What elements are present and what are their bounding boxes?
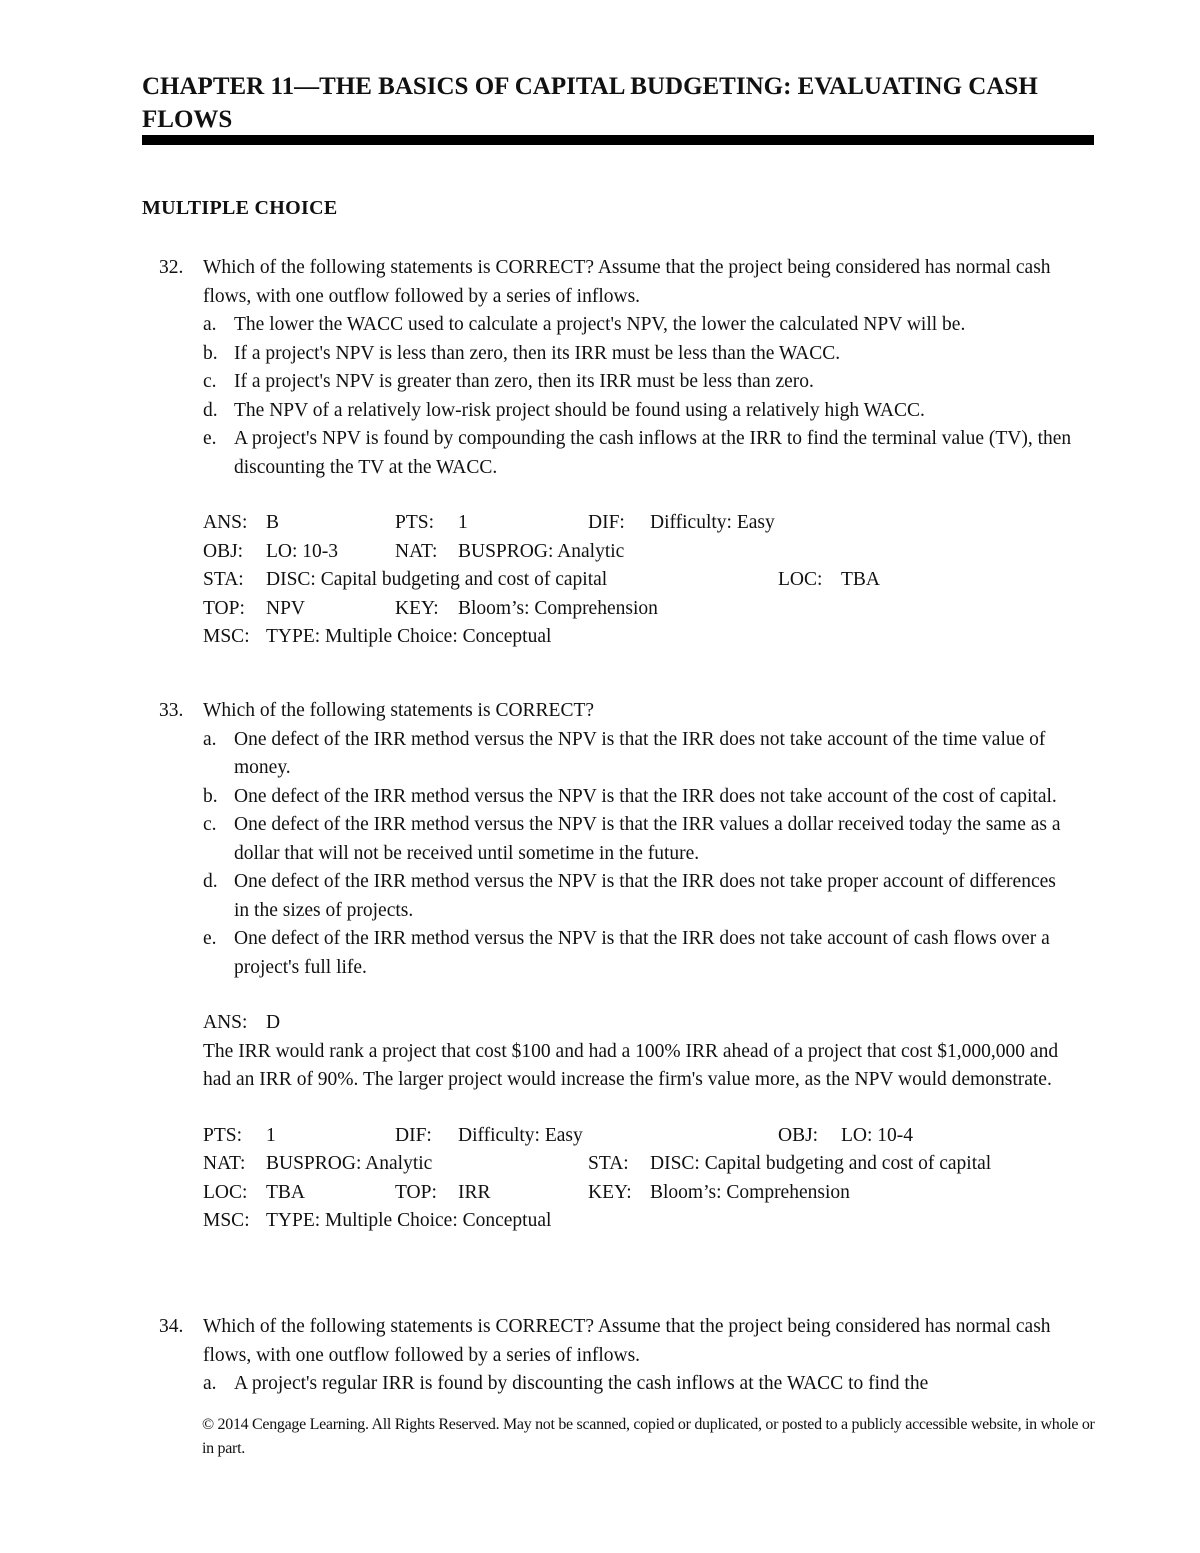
option-d: [142, 397, 1072, 426]
option-a: [142, 726, 1072, 783]
question-text: Which of the following statements is CORRECT? Assume that the project being considered has normal cash flows, with one outflow followed by a series of inflows.: [203, 257, 1051, 307]
option-text: If a project's NPV is greater than zero, then its IRR must be less than zero.: [234, 371, 814, 392]
meta-row: [142, 623, 1072, 652]
answer-options: [142, 311, 1072, 482]
meta-row: [142, 1179, 1072, 1208]
answer-explanation: The IRR would rank a project that cost $100 and had a 100% IRR ahead of a project that cost $1,000,000 and had an IRR of 90%. The larger project would increase the firm's value more, as the NPV would demonstrate.: [203, 1040, 1059, 1090]
pts-label: PTS:: [395, 512, 435, 533]
msc-label: MSC:: [203, 626, 250, 647]
loc-label: LOC:: [778, 569, 823, 590]
option-text: A project's NPV is found by compounding the cash inflows at the IRR to find the terminal value (TV), then discounting the TV at the WACC.: [234, 428, 1072, 478]
ans-value: B: [266, 512, 280, 533]
option-c: [142, 811, 1072, 868]
dif-label: DIF:: [588, 512, 625, 533]
msc-value: TYPE: Multiple Choice: Conceptual: [266, 1210, 552, 1231]
key-label: KEY:: [588, 1181, 632, 1203]
msc-value: TYPE: Multiple Choice: Conceptual: [266, 626, 552, 647]
dif-label: DIF:: [395, 1124, 432, 1146]
option-a: [142, 311, 1072, 340]
question-text: Which of the following statements is CORRECT?: [203, 700, 595, 721]
question-stem: [142, 254, 1072, 311]
option-letter: d.: [203, 871, 218, 892]
option-text: One defect of the IRR method versus the NPV is that the IRR does not take account of the cost of capital.: [234, 785, 1057, 807]
obj-label: OBJ:: [778, 1124, 819, 1146]
answer-metadata: [142, 509, 1072, 652]
meta-row: [142, 509, 1072, 538]
option-letter: e.: [203, 428, 217, 449]
msc-label: MSC:: [203, 1210, 250, 1231]
answer-options: [142, 1370, 1072, 1399]
key-label: KEY:: [395, 597, 439, 619]
option-b: [142, 783, 1072, 812]
top-value: IRR: [458, 1181, 491, 1203]
option-letter: b.: [203, 342, 218, 364]
meta-row: [142, 566, 1072, 595]
option-letter: a.: [203, 1373, 217, 1394]
key-value: Bloom’s: Comprehension: [650, 1181, 850, 1203]
pts-label: PTS:: [203, 1124, 243, 1146]
nat-value: BUSPROG: Analytic: [266, 1153, 433, 1174]
copyright-footer: © 2014 Cengage Learning. All Rights Reserved. May not be scanned, copied or duplicated, or posted to a publicly accessible website, in whole or in part.: [202, 1416, 1095, 1457]
question-32: [142, 254, 1072, 652]
question-34: [142, 1313, 1072, 1399]
meta-row: [142, 595, 1072, 624]
key-value: Bloom’s: Comprehension: [458, 597, 658, 619]
question-number: 32.: [159, 257, 184, 278]
option-letter: e.: [203, 928, 217, 949]
sta-value: DISC: Capital budgeting and cost of capital: [650, 1153, 992, 1174]
nat-value: BUSPROG: Analytic: [458, 540, 625, 562]
question-number: 33.: [159, 700, 184, 721]
loc-label: LOC:: [203, 1181, 248, 1203]
obj-label: OBJ:: [203, 540, 244, 562]
title-rule: [142, 135, 1094, 145]
option-letter: b.: [203, 785, 218, 807]
option-text: One defect of the IRR method versus the NPV is that the IRR values a dollar received today the same as a dollar that will not be received until sometime in the future.: [234, 814, 1061, 864]
option-letter: a.: [203, 728, 217, 750]
loc-value: TBA: [841, 569, 880, 590]
option-letter: d.: [203, 399, 218, 421]
option-letter: c.: [203, 814, 217, 835]
pts-value: 1: [266, 1124, 276, 1146]
option-a: [142, 1370, 1072, 1399]
dif-value: Difficulty: Easy: [650, 512, 775, 533]
top-value: NPV: [266, 597, 306, 619]
option-d: [142, 868, 1072, 925]
question-number: 34.: [159, 1316, 184, 1337]
loc-value: TBA: [266, 1181, 305, 1203]
option-e: [142, 425, 1072, 482]
obj-value: LO: 10-4: [841, 1124, 914, 1146]
option-text: One defect of the IRR method versus the NPV is that the IRR does not take proper account of differences in the sizes of projects.: [234, 871, 1056, 921]
option-letter: a.: [203, 314, 217, 335]
ans-value: D: [266, 1012, 281, 1033]
answer-block: [142, 1009, 1072, 1095]
meta-row: [142, 1207, 1072, 1236]
option-text: A project's regular IRR is found by discounting the cash inflows at the WACC to find the: [234, 1373, 929, 1394]
section-heading: MULTIPLE CHOICE: [142, 197, 338, 219]
question-stem: [142, 697, 1072, 726]
sta-value: DISC: Capital budgeting and cost of capital: [266, 569, 608, 590]
dif-value: Difficulty: Easy: [458, 1124, 583, 1146]
option-e: [142, 925, 1072, 982]
ans-label: ANS:: [203, 1012, 248, 1033]
obj-value: LO: 10-3: [266, 540, 339, 562]
chapter-title: CHAPTER 11—THE BASICS OF CAPITAL BUDGETING: EVALUATING CASH FLOWS: [142, 73, 1038, 133]
top-label: TOP:: [203, 597, 245, 619]
meta-row: [142, 1150, 1072, 1179]
option-letter: c.: [203, 371, 217, 392]
option-c: [142, 368, 1072, 397]
option-text: The lower the WACC used to calculate a project's NPV, the lower the calculated NPV will be.: [234, 314, 966, 335]
top-label: TOP:: [395, 1181, 437, 1203]
answer-metadata: [142, 1122, 1072, 1236]
question-stem: [142, 1313, 1072, 1370]
sta-label: STA:: [203, 569, 244, 590]
meta-row: [142, 1009, 1072, 1038]
nat-label: NAT:: [395, 540, 438, 562]
ans-label: ANS:: [203, 512, 248, 533]
question-text: Which of the following statements is CORRECT? Assume that the project being considered has normal cash flows, with one outflow followed by a series of inflows.: [203, 1316, 1051, 1366]
option-text: One defect of the IRR method versus the NPV is that the IRR does not take account of the time value of money.: [234, 728, 1046, 778]
option-b: [142, 340, 1072, 369]
sta-label: STA:: [588, 1153, 629, 1174]
pts-value: 1: [458, 512, 468, 533]
meta-row: [142, 1122, 1072, 1151]
option-text: The NPV of a relatively low-risk project should be found using a relatively high WACC.: [234, 399, 925, 421]
question-33: [142, 697, 1072, 1236]
option-text: One defect of the IRR method versus the NPV is that the IRR does not take account of cash flows over a project's full life.: [234, 928, 1050, 978]
option-text: If a project's NPV is less than zero, then its IRR must be less than the WACC.: [234, 342, 841, 364]
answer-options: [142, 726, 1072, 983]
nat-label: NAT:: [203, 1153, 246, 1174]
meta-row: [142, 538, 1072, 567]
